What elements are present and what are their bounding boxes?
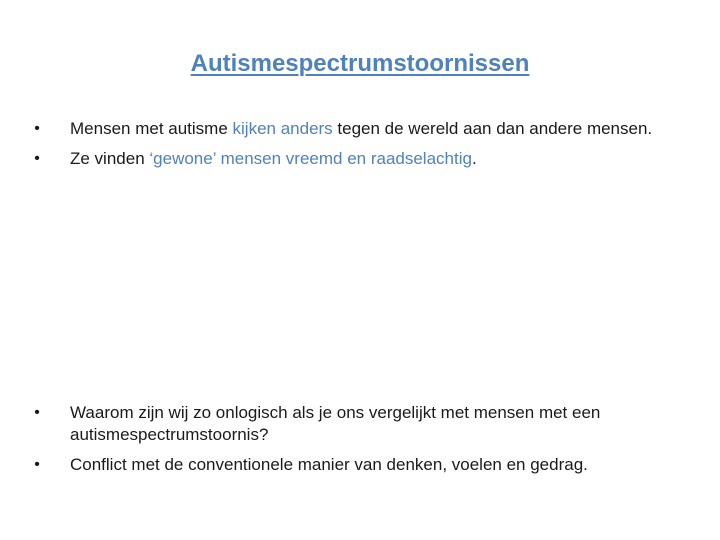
bullet-icon: • bbox=[34, 404, 40, 421]
bullet-highlight: kijken anders bbox=[232, 119, 333, 138]
bullet-icon: • bbox=[34, 456, 40, 473]
top-bullet-list bbox=[30, 118, 670, 178]
bullet-text-pre: Mensen met autisme bbox=[70, 119, 233, 138]
bullet-item bbox=[30, 118, 670, 140]
bullet-item bbox=[30, 148, 670, 170]
bottom-bullet-list bbox=[30, 402, 670, 484]
bullet-text: Conflict met de conventionele manier van denken, voelen en gedrag. bbox=[70, 455, 588, 474]
bullet-text-pre: Ze vinden bbox=[70, 149, 150, 168]
bullet-text-post: . bbox=[471, 149, 477, 168]
bullet-text-post: tegen de wereld aan dan andere mensen. bbox=[332, 119, 653, 138]
bullet-text: Waarom zijn wij zo onlogisch als je ons vergelijkt met mensen met een autismespectrumstoornis? bbox=[70, 403, 601, 444]
bullet-highlight: ‘gewone’ mensen vreemd en raadselachtig bbox=[149, 149, 472, 168]
bullet-icon: • bbox=[34, 120, 40, 137]
slide-title: Autismespectrumstoornissen bbox=[190, 50, 530, 77]
bullet-item bbox=[30, 454, 670, 476]
bullet-icon: • bbox=[34, 150, 40, 167]
bullet-item bbox=[30, 402, 670, 446]
